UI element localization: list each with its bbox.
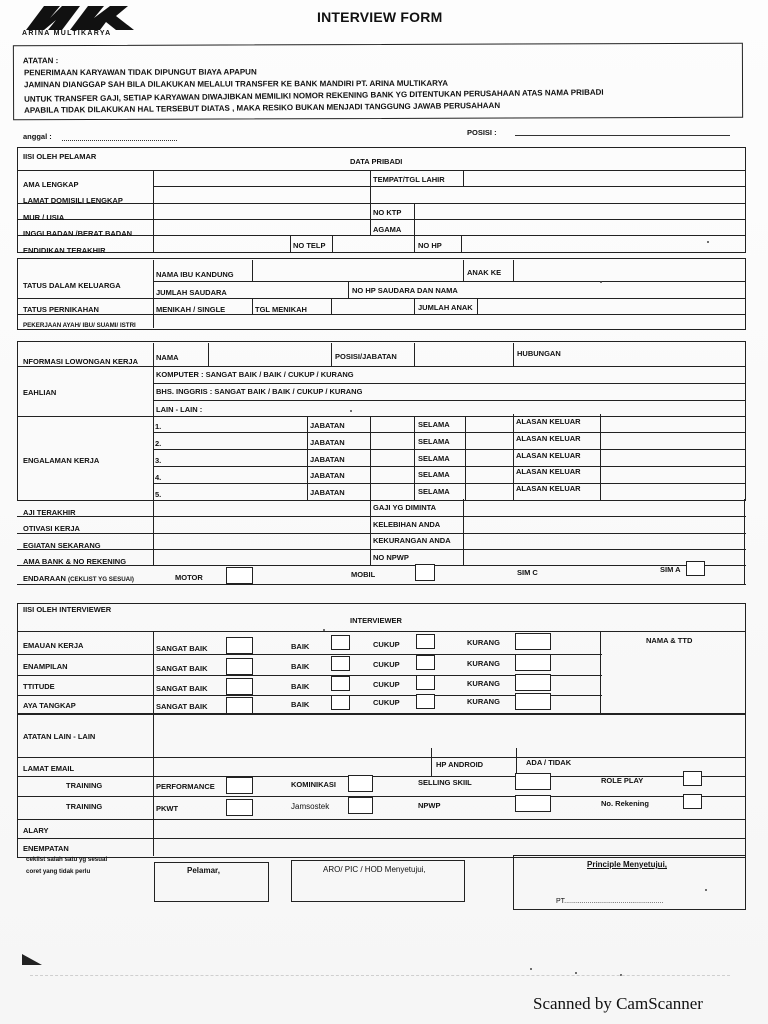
kekurangan-label: KEKURANGAN ANDA [373,536,451,545]
exp-alasan-label: ALASAN KELUAR [516,467,581,476]
posisi-label: POSISI : [467,128,497,137]
hp-saudara-label: NO HP SAUDARA DAN NAMA [352,286,458,295]
anak-ke-label: ANAK KE [467,268,502,277]
criteria-label: EMAUAN KERJA [23,641,84,650]
coret-note: coret yang tidak perlu [26,868,91,875]
kurang-checkbox[interactable] [515,674,551,691]
kurang-option: KURANG [467,679,500,688]
company-logo [22,4,152,38]
cukup-checkbox[interactable] [416,694,435,709]
sangat-baik-checkbox[interactable] [226,697,253,714]
baik-option: BAIK [291,662,310,671]
baik-checkbox[interactable] [331,656,350,671]
kurang-checkbox[interactable] [515,654,551,671]
note-line: APABILA TIDAK DILAKUKAN HAL TERSEBUT DIATAS , MAKA RESIKO BUKAN MENJADI TANGGUNG JAWAB PERUSAHAAN [24,100,501,115]
performance-checkbox[interactable] [226,777,253,794]
sangat-baik-option: SANGAT BAIK [156,684,208,693]
exp-jabatan-label: JABATAN [310,438,345,447]
baik-checkbox[interactable] [331,676,350,691]
exp-selama-label: SELAMA [418,470,450,479]
jumlah-saudara-label: JUMLAH SAUDARA [156,288,227,297]
exp-alasan-label: ALASAN KELUAR [516,484,581,493]
nama-ibu-label: NAMA IBU KANDUNG [156,270,234,279]
mobil-label: MOBIL [351,570,376,579]
no-npwp-label: NO NPWP [373,553,409,562]
scan-speck [323,629,325,631]
camscanner-watermark: Scanned by CamScanner [533,994,703,1013]
pengalaman-label: ENGALAMAN KERJA [23,456,100,465]
sangat-baik-option: SANGAT BAIK [156,702,208,711]
scan-mark-icon [22,952,48,966]
criteria-label: ENAMPILAN [23,662,68,671]
exp-jabatan-label: JABATAN [310,421,345,430]
lain-line: LAIN - LAIN : [156,405,203,414]
pendidikan-label: ENDIDIKAN TERAKHIR [23,246,106,255]
cukup-checkbox[interactable] [416,634,435,649]
kendaraan-note: (CEKLIST YG SESUAI) [68,576,134,583]
kendaraan-text: ENDARAAN [23,574,66,583]
exp-no: 1. [155,422,162,431]
pelamar-label: Pelamar, [187,866,220,875]
exp-selama-label: SELAMA [418,454,450,463]
tempat-tgl-lahir-label: TEMPAT/TGL LAHIR [373,175,445,184]
penempatan-label: ENEMPATAN [23,844,69,853]
cukup-option: CUKUP [373,698,400,707]
scan-speck [707,241,709,243]
status-pernikahan-label: TATUS PERNIKAHAN [23,305,99,314]
selling-checkbox[interactable] [515,773,551,790]
sim-a-checkbox[interactable] [686,561,705,576]
principle-label: Principle Menyetujui, [587,860,668,869]
no-telp-label: NO TELP [293,241,326,250]
training-label-2: TRAINING [66,802,103,811]
umur-label: MUR / USIA [23,213,65,222]
exp-jabatan-label: JABATAN [310,455,345,464]
scan-speck [530,968,532,970]
logo-text: ARINA MULTIKARYA [22,30,112,37]
npwp-checkbox[interactable] [515,795,551,812]
exp-no: 2. [155,439,162,448]
keahlian-label: EAHLIAN [23,388,57,397]
motor-checkbox[interactable] [226,567,253,584]
training-label: TRAINING [66,781,103,790]
komunikasi-label: KOMINIKASI [291,780,336,789]
exp-alasan-label: ALASAN KELUAR [516,451,581,460]
salary-label: ALARY [23,826,49,835]
aro-label: ARO/ PIC / HOD Menyetujui, [323,865,426,874]
pt-label: PT................................................... [556,898,664,905]
notes-box [13,43,743,121]
motivasi-label: OTIVASI KERJA [23,524,80,533]
jamsostek-label: Jamsostek [291,802,330,811]
sangat-baik-checkbox[interactable] [226,637,253,654]
sangat-baik-option: SANGAT BAIK [156,644,208,653]
pekerjaan-ortu-label: PEKERJAAN AYAH/ IBU/ SUAMI/ ISTRI [23,322,136,329]
kelebihan-label: KELEBIHAN ANDA [373,520,441,529]
inggris-line: BHS. INGGRIS : SANGAT BAIK / BAIK / CUKUP / KURANG [156,387,363,396]
baik-option: BAIK [291,700,310,709]
scan-speck [575,972,577,974]
interviewer-heading: INTERVIEWER [350,616,402,625]
bank-label: AMA BANK & NO REKENING [23,557,127,566]
sim-c-label: SIM C [517,568,538,577]
exp-jabatan-label: JABATAN [310,471,345,480]
principle-signature-box[interactable] [513,855,746,910]
kendaraan-label [23,574,134,583]
kurang-option: KURANG [467,638,500,647]
cukup-option: CUKUP [373,640,400,649]
note-line: JAMINAN DIANGGAP SAH BILA DILAKUKAN MELALUI TRANSFER KE BANK MANDIRI PT. ARINA MULTIKARYA [23,78,449,90]
tanggal-label: anggal : [23,132,52,141]
selling-label: SELLING SKIIL [418,778,472,787]
baik-option: BAIK [291,682,310,691]
sangat-baik-option: SANGAT BAIK [156,664,208,673]
performance-label: PERFORMANCE [156,782,215,791]
cukup-option: CUKUP [373,680,400,689]
cukup-checkbox[interactable] [416,655,435,670]
note-line: PENERIMAAN KARYAWAN TIDAK DIPUNGUT BIAYA APAPUN [23,67,257,78]
menikah-label: MENIKAH / SINGLE [156,305,226,314]
mobil-checkbox[interactable] [415,564,435,581]
komputer-line: KOMPUTER : SANGAT BAIK / BAIK / CUKUP / KURANG [156,370,354,379]
motor-label: MOTOR [175,573,203,582]
tinggi-label: INGGI BADAN /BERAT BADAN [23,229,133,238]
baik-checkbox[interactable] [331,695,350,710]
hp-android-label: HP ANDROID [436,760,484,769]
cukup-checkbox[interactable] [416,675,435,690]
cukup-option: CUKUP [373,660,400,669]
role-play-label: ROLE PLAY [601,776,644,785]
gaji-diminta-label: GAJI YG DIMINTA [373,503,437,512]
note-line: UNTUK TRANSFER GAJI, SETIAP KARYAWAN DIWAJIBKAN MEMILIKI NOMOR REKENING BANK YG DITENTUKAN PERUSAHAAN ATAS NAMA PRIBADI [24,87,604,104]
no-hp-label: NO HP [418,241,442,250]
kurang-checkbox[interactable] [515,693,551,710]
exp-no: 5. [155,490,162,499]
exp-selama-label: SELAMA [418,487,450,496]
pelamar-signature-box[interactable] [154,862,269,902]
nama-ttd-label: NAMA & TTD [646,636,693,645]
data-pribadi-heading: DATA PRIBADI [350,157,403,166]
notes-training-table [17,713,746,858]
nama-label: NAMA [156,353,179,362]
info-loker-label: NFORMASI LOWONGAN KERJA [23,357,138,366]
no-ktp-label: NO KTP [373,208,402,217]
baik-option: BAIK [291,642,310,651]
tanggal-field[interactable] [62,140,177,141]
posisi-jabatan-label: POSISI/JABATAN [335,352,397,361]
no-rekening-label: No. Rekening [601,799,649,808]
no-rekening-checkbox[interactable] [683,794,702,809]
exp-alasan-label: ALASAN KELUAR [516,434,581,443]
jamsostek-checkbox[interactable] [348,797,373,814]
posisi-field[interactable] [515,135,730,136]
exp-jabatan-label: JABATAN [310,488,345,497]
sangat-baik-checkbox[interactable] [226,678,253,695]
applicant-section-label: IISI OLEH PELAMAR [23,152,97,161]
form-title: INTERVIEW FORM [317,9,443,25]
role-play-checkbox[interactable] [683,771,702,786]
aro-signature-box[interactable] [291,860,465,902]
scan-speck [350,410,352,412]
exp-alasan-label: ALASAN KELUAR [516,417,581,426]
scan-speck [705,889,707,891]
komunikasi-checkbox[interactable] [348,775,373,792]
logo-mark-icon [22,4,150,32]
ceklist-note: ceklist salah satu yg sesual [26,856,108,863]
jumlah-anak-label: JUMLAH ANAK [418,303,473,312]
sangat-baik-checkbox[interactable] [226,658,253,675]
catatan-label: ATATAN LAIN - LAIN [23,732,96,741]
tgl-menikah-label: TGL MENIKAH [255,305,307,314]
kurang-checkbox[interactable] [515,633,551,650]
baik-checkbox[interactable] [331,635,350,650]
nama-lengkap-label: AMA LENGKAP [23,180,79,189]
kegiatan-label: EGIATAN SEKARANG [23,541,101,550]
criteria-label: AYA TANGKAP [23,701,76,710]
kurang-option: KURANG [467,697,500,706]
gaji-terakhir-label: AJI TERAKHIR [23,508,76,517]
exp-no: 4. [155,473,162,482]
sim-a-label: SIM A [660,565,681,574]
exp-no: 3. [155,456,162,465]
criteria-label: TTITUDE [23,682,55,691]
alamat-email-label: LAMAT EMAIL [23,764,75,773]
npwp-label: NPWP [418,801,441,810]
status-keluarga-label: TATUS DALAM KELUARGA [23,281,121,290]
ada-tidak-label: ADA / TIDAK [526,758,572,767]
scan-speck [600,281,602,283]
hubungan-label: HUBUNGAN [517,349,561,358]
exp-selama-label: SELAMA [418,420,450,429]
interviewer-section-label: IISI OLEH INTERVIEWER [23,605,112,614]
alamat-label: LAMAT DOMISILI LENGKAP [23,196,123,205]
pkwt-checkbox[interactable] [226,799,253,816]
exp-selama-label: SELAMA [418,437,450,446]
agama-label: AGAMA [373,225,402,234]
pkwt-label: PKWT [156,804,179,813]
notes-heading: ATATAN : [22,56,59,66]
kurang-option: KURANG [467,659,500,668]
